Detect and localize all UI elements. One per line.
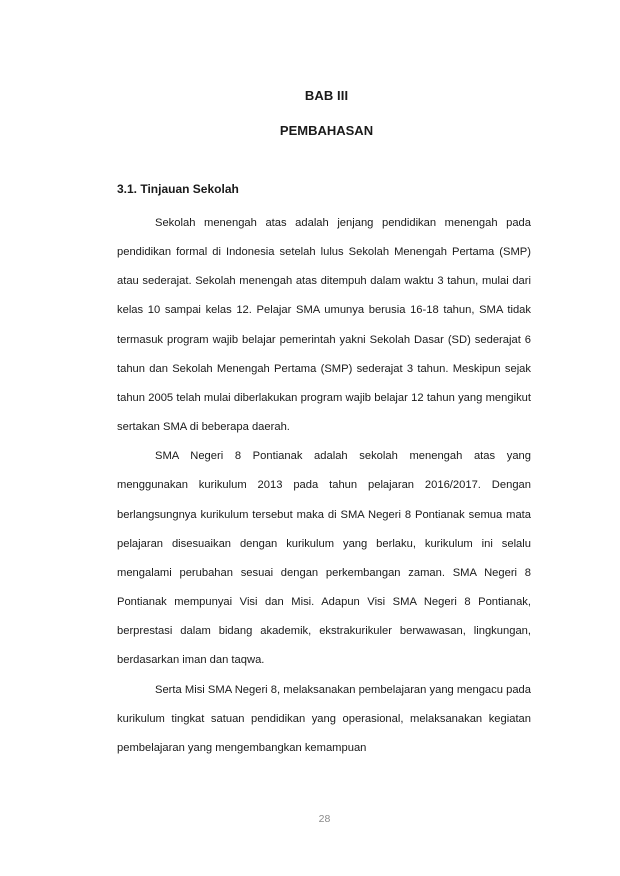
paragraph: SMA Negeri 8 Pontianak adalah sekolah menengah atas yang menggunakan kurikulum 2013 pada tahun pelajaran 2016/2017. Dengan berlangsungnya kurikulum tersebut maka di SMA Negeri 8 Pontianak semua mata pelajaran disesuaikan dengan kurikulum yang berlaku, kurikulum ini selalu mengalami perubahan sesuai dengan perkembangan zaman. SMA Negeri 8 Pontianak mempunyai Visi dan Misi. Adapun Visi SMA Negeri 8 Pontianak, berprestasi dalam bidang akademik, ekstrakurikuler berwawasan, lingkungan, berdasarkan iman dan taqwa. — [117, 450, 531, 667]
chapter-title: PEMBAHASAN — [279, 123, 374, 138]
section-heading: 3.1. Tinjauan Sekolah — [117, 182, 239, 196]
chapter-label: BAB III — [304, 88, 349, 103]
paragraph: Serta Misi SMA Negeri 8, melaksanakan pembelajaran yang mengacu pada kurikulum tingkat satuan pendidikan yang operasional, melaksanakan kegiatan pembelajaran yang mengembangkan kemampuan — [117, 683, 531, 754]
body-text — [117, 209, 531, 763]
page-number: 28 — [318, 813, 331, 825]
paragraph: Sekolah menengah atas adalah jenjang pendidikan menengah pada pendidikan formal di Indonesia setelah lulus Sekolah Menengah Pertama (SMP) atau sederajat. Sekolah menengah atas ditempuh dalam waktu 3 tahun, mulai dari kelas 10 sampai kelas 12. Pelajar SMA umunya berusia 16-18 tahun, SMA tidak termasuk program wajib belajar pemerintah yakni Sekolah Dasar (SD) sederajat 6 tahun dan Sekolah Menengah Pertama (SMP) sederajat 3 tahun. Meskipun sejak tahun 2005 telah mulai diberlakukan program wajib belajar 12 tahun yang mengikut sertakan SMA di beberapa daerah. — [117, 217, 531, 434]
